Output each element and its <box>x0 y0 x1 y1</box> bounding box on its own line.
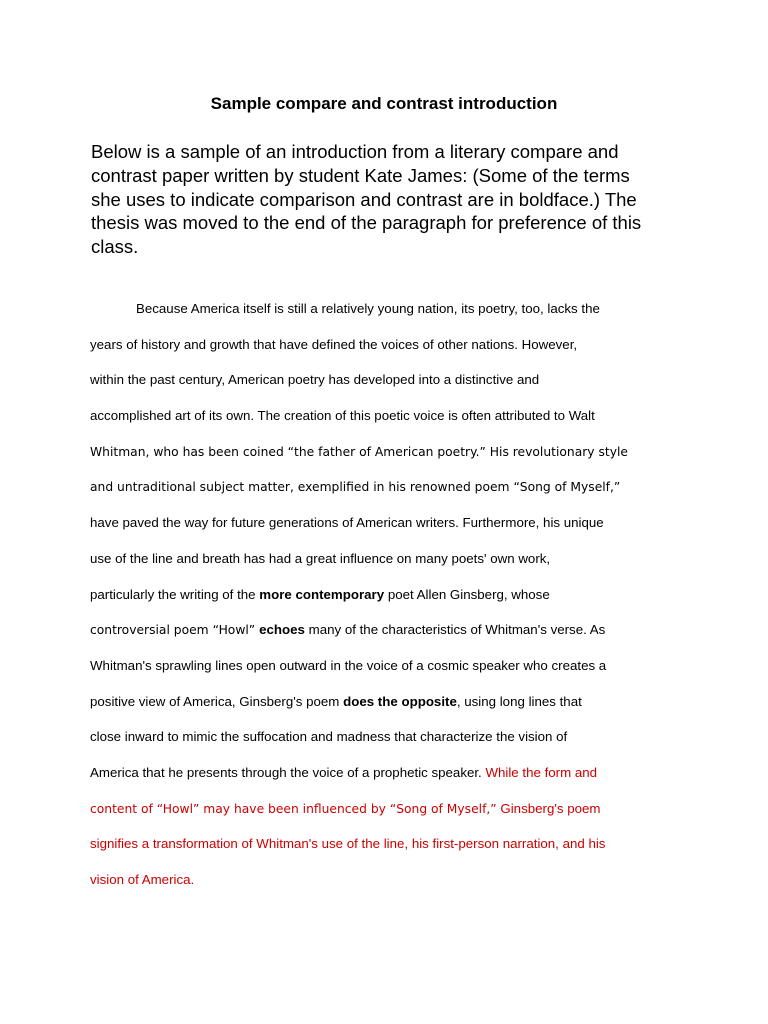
essay-line <box>90 472 690 508</box>
intro-line: class. <box>91 236 139 258</box>
essay-line <box>90 651 690 687</box>
essay-line <box>90 687 690 723</box>
essay-line <box>90 330 690 366</box>
boldface-term: does the opposite <box>343 693 457 709</box>
essay-text: poet Allen Ginsberg, whose <box>384 586 550 602</box>
intro-line: she uses to indicate comparison and contrast are in boldface.) The <box>91 188 637 210</box>
essay-line <box>90 758 690 794</box>
thesis-text: While the form and <box>485 764 598 780</box>
essay-line <box>90 865 690 901</box>
intro-line: contrast paper written by student Kate James: (Some of the terms <box>91 164 630 186</box>
essay-text: particularly the writing of the <box>90 586 260 602</box>
essay-line <box>90 544 690 580</box>
thesis-text: signifies a transformation of Whitman's use of the line, his first-person narration, and his <box>90 836 606 852</box>
thesis-text: vision of America. <box>90 872 195 887</box>
boldface-term: echoes <box>259 622 305 638</box>
thesis-text: content of “Howl” may have been influenced by “Song of Myself,” <box>90 801 497 816</box>
thesis-text: Ginsberg's poem <box>496 800 601 816</box>
essay-text: many of the characteristics of Whitman's verse. As <box>304 622 606 638</box>
essay-text: Whitman, who has been coined “the father of American poetry.” His revolutionary style <box>90 444 628 459</box>
essay-text: years of history and growth that have defined the voices of other nations. However, <box>90 336 578 352</box>
boldface-term: more contemporary <box>259 586 385 602</box>
essay-line <box>90 580 690 616</box>
essay-line <box>90 829 690 865</box>
essay-text: close inward to mimic the suffocation and madness that characterize the vision of <box>90 729 568 745</box>
intro-line: thesis was moved to the end of the paragraph for preference of this <box>91 212 642 234</box>
essay-paragraph <box>90 294 690 901</box>
essay-text: have paved the way for future generations of American writers. Furthermore, his unique <box>90 515 604 531</box>
essay-text: and untraditional subject matter, exemplified in his renowned poem “Song of Myself,” <box>90 480 621 495</box>
essay-text: , using long lines that <box>456 693 582 709</box>
essay-line <box>90 615 690 651</box>
essay-line <box>90 794 690 830</box>
essay-text: controversial poem “Howl” <box>90 623 260 638</box>
essay-text: positive view of America, Ginsberg's poem <box>90 693 344 709</box>
essay-line <box>90 722 690 758</box>
essay-text: Because America itself is still a relatively young nation, its poetry, too, lacks the <box>136 301 600 316</box>
essay-line <box>90 437 690 473</box>
essay-text: Whitman's sprawling lines open outward in the voice of a cosmic speaker who creates a <box>90 657 607 673</box>
intro-line: Below is a sample of an introduction from a literary compare and <box>91 141 619 162</box>
essay-text: use of the line and breath has had a great influence on many poets' own work, <box>90 550 551 566</box>
essay-line <box>90 401 690 437</box>
document-title: Sample compare and contrast introduction <box>210 94 558 113</box>
essay-line <box>90 365 690 401</box>
essay-line <box>90 508 690 544</box>
essay-text: accomplished art of its own. The creation of this poetic voice is often attributed to Walt <box>90 408 595 424</box>
essay-line <box>90 294 690 330</box>
intro-paragraph <box>91 140 691 259</box>
essay-text: within the past century, American poetry has developed into a distinctive and <box>90 372 540 388</box>
essay-text: America that he presents through the voice of a prophetic speaker. <box>90 764 486 780</box>
